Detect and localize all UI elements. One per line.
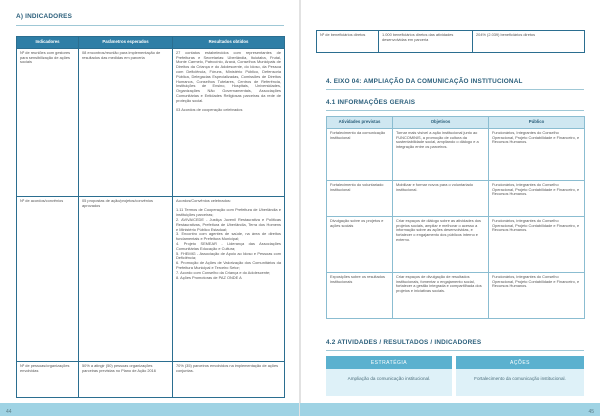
actions-text: Fortalecimento da comunicação institucional. (474, 376, 566, 381)
general-info-title: 4.1 INFORMAÇÕES GERAIS (326, 99, 416, 106)
public-cell: Funcionários, integrantes do Conselho Operacional, Projeto Contabilidade e Financeiro, e Recursos Humanos. (489, 216, 585, 272)
obtained-cell: Acordos/Convênios celebrados: 1.11 Termos de Cooperação com Prefeitura de Uberlândia e instituições parceiras; 2. AVIVA/CEDE - Justiça Juvenil Restaurativa e Políticas Restaurativas, Prefeitura de Uberlândia, Terra dos Homens e Ministério Público Estadual; 3. Encontro com agentes de saúde, na área de direitos fundamentais e Prefeitura Municipal; 4. Projeto SEMEAR - Liderança das Associações Comunitárias Educação e Cultura; 5. FHEMIG - Associação de Apoio ao Idoso e Pessoas com Deficiência; 6. Promoção de Ações de Valorização dos Comunitários da Prefeitura Municipal e Terceiro Setor; 7. Acordo com Conselho da Criança e do Adolescente; 8. Ações Promotoras de PAZ ONDE A (173, 196, 285, 361)
activities-section-divider (326, 350, 584, 351)
public-cell: Funcionários, integrantes do Conselho Operacional, Projeto Contabilidade e Financeiro, e Recursos Humanos. (489, 272, 585, 318)
info-header-2: Objetivos (393, 117, 489, 129)
expected-cell: 08 encontros/reunião para implementação de resultados das medidas em parceria (79, 48, 173, 196)
indicators-header-3: Resultados obtidos (173, 37, 285, 49)
indicator-cell: Nº de pessoas/organizações envolvidas (17, 361, 79, 397)
table-row (17, 196, 285, 361)
indicator-cell: Nº de reuniões com gestores para sensibilização de ações sociais (17, 48, 79, 196)
indicators-table-header (17, 37, 285, 49)
info-table-header (327, 117, 585, 129)
left-section-divider (16, 25, 284, 26)
activity-cell: Fortalecimento da comunicação institucional (327, 128, 393, 180)
public-cell: Funcionários, integrantes do Conselho Operacional, Projeto Contabilidade e Financeiro, e Recursos Humanos. (489, 180, 585, 216)
objective-cell: Criar espaços de diálogo sobre as atividades dos projetos sociais, ampliar e melhorar o acesso a informação sobre as ações desenvolvidas, e fortalecer o engajamento dos públicos interno e externo. (393, 216, 489, 272)
info-header-3: Público (489, 117, 585, 129)
strategy-header: ESTRATÉGIA (370, 360, 408, 366)
general-info-table (326, 116, 585, 319)
axis-section-divider (326, 89, 584, 90)
indicators-table (16, 36, 285, 398)
right-page-number: 45 (588, 409, 594, 415)
indicators-header-2: Parâmetros esperados (79, 37, 173, 49)
table-row (327, 216, 585, 272)
strategy-text: Ampliação da comunicação institucional. (347, 376, 431, 381)
activity-cell: Divulgação sobre os projetos e ações sociais (327, 216, 393, 272)
general-info-divider (326, 110, 584, 111)
indicator-cell: Nº de beneficiários diretos (317, 31, 379, 53)
objective-cell: Tornar mais visível a ação institucional junto ao FUNCOMINIS, a promoção de cultura da sustentabilidade social, ampliando o diálogo e a integração entre os parceiros. (393, 128, 489, 180)
obtained-cell: 70% (35) parceiros envolvidos na implementação de ações conjuntas. (173, 361, 285, 397)
objective-cell: Criar espaços de divulgação de resultados institucionais, fomentar o engajamento social, fortalecer a gestão integrada e compartilhada dos projetos e iniciativas sociais. (393, 272, 489, 318)
beneficiaries-table (316, 30, 585, 53)
activities-section-title: 4.2 ATIVIDADES / RESULTADOS / INDICADORES (326, 339, 482, 346)
indicators-header-1: Indicadores (17, 37, 79, 49)
actions-box (456, 356, 584, 396)
obtained-cell: 204% (2.039) beneficiários diretos (473, 31, 585, 53)
expected-cell: 1.000 beneficiários diretos das atividades desenvolvidas em parceria (379, 31, 473, 53)
strategy-box (326, 356, 452, 396)
left-section-title: A) INDICADORES (16, 13, 73, 20)
expected-cell: 50% a atingir (50) pessoas organizações parceiras previstas no Plano de Ação 2016 (79, 361, 173, 397)
expected-cell: 05 propostas de ação/projetos/convênios aprovados (79, 196, 173, 361)
table-row (327, 128, 585, 180)
activity-cell: Fortalecimento do voluntariado institucional (327, 180, 393, 216)
right-page (300, 0, 600, 416)
table-row (327, 180, 585, 216)
table-row (327, 272, 585, 318)
info-header-1: Atividades previstas (327, 117, 393, 129)
public-cell: Funcionários, Integrantes do Conselho Operacional, Projeto Contabilidade e Financeiro, e Recursos Humanos. (489, 128, 585, 180)
right-footer-bar (300, 403, 600, 416)
table-row (317, 31, 585, 53)
activity-cell: Exposições sobre os resultados institucionais (327, 272, 393, 318)
obtained-cell: 27 contatos estabelecidos com representantes de Prefeituras e Secretarias: Uberlândia, Ituiutaba, Frutal, Monte Carmelo, Patrocínio, Araxá, Conselhos Municipais de Direitos da Criança e do Adolescente, do Idoso, da Pessoa com Deficiência, Fóruns, Ministério Público, Defensoria Pública, Delegacias Especializadas, Comissões de Direitos Humanos, Conselhos Tutelares, Centros de Referência, Instituições de Ensino, Hospitais, Universidades, Organizações Não Governamentais, Associações Comunitárias e Entidades Religiosas parceiras da rede de proteção social. 03 Acordos de cooperação celebrados (173, 48, 285, 196)
table-row (17, 48, 285, 196)
axis-section-title: 4. EIXO 04: AMPLIAÇÃO DA COMUNICAÇÃO INSTITUCIONAL (326, 78, 523, 85)
table-row (17, 361, 285, 397)
left-page-number: 44 (6, 409, 12, 415)
indicator-cell: Nº de acordos/convênios (17, 196, 79, 361)
actions-header: AÇÕES (509, 360, 530, 366)
objective-cell: Mobilizar e formar novos para o voluntariado institucional. (393, 180, 489, 216)
left-footer-bar (0, 403, 300, 416)
